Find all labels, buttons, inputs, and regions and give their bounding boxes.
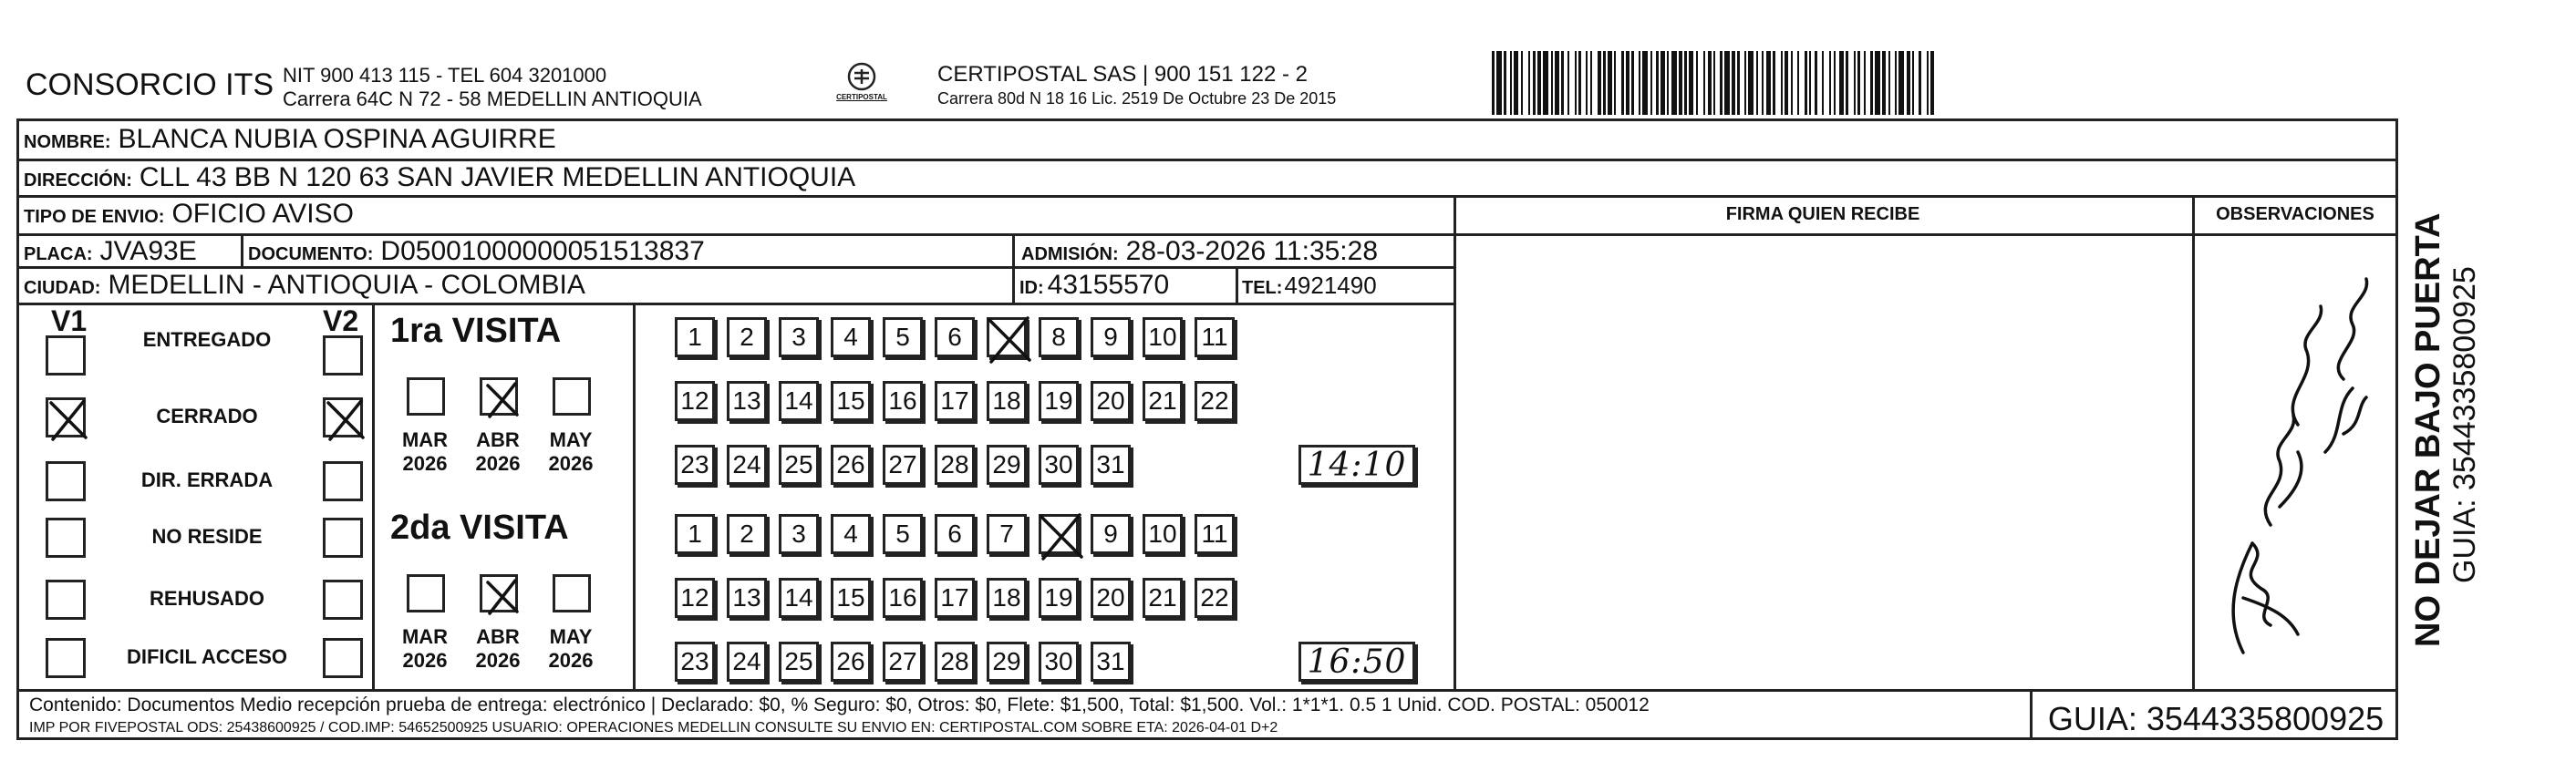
- day-checkbox[interactable]: 29: [987, 445, 1027, 485]
- day-checkbox[interactable]: 12: [675, 381, 715, 421]
- company-name: CONSORCIO ITS: [26, 67, 274, 102]
- day-checkbox[interactable]: 19: [1039, 578, 1079, 618]
- day-checkbox[interactable]: 16: [883, 381, 923, 421]
- tipo-envio-row: [24, 199, 354, 230]
- id-label: ID:: [1019, 278, 1044, 298]
- tel-value: 4921490: [1284, 272, 1377, 299]
- barcode-bar: [1934, 51, 1937, 115]
- day-checkbox[interactable]: 7: [987, 514, 1027, 554]
- documento-value: D05001000000051513837: [380, 236, 705, 266]
- col-divider: [1012, 233, 1015, 303]
- visit-time: 14:10: [1298, 445, 1415, 485]
- day-checkbox[interactable]: 15: [831, 381, 871, 421]
- v1-checkbox[interactable]: [46, 638, 86, 678]
- day-checkbox[interactable]: 22: [1195, 381, 1235, 421]
- col-divider: [372, 303, 375, 689]
- month-year: 2026: [402, 452, 448, 475]
- col-divider: [2192, 195, 2195, 689]
- month-checkbox[interactable]: [553, 377, 591, 416]
- ciudad-value: MEDELLIN - ANTIOQUIA - COLOMBIA: [108, 270, 585, 300]
- month-year: 2026: [475, 452, 521, 475]
- month-checkbox[interactable]: [553, 574, 591, 612]
- day-checkbox[interactable]: 26: [831, 642, 871, 682]
- documento-label: DOCUMENTO:: [248, 244, 374, 264]
- month-label: [534, 625, 607, 673]
- day-checkbox[interactable]: 12: [675, 578, 715, 618]
- day-checkbox[interactable]: 27: [883, 642, 923, 682]
- day-checkbox[interactable]: 18: [987, 578, 1027, 618]
- day-checkbox[interactable]: 19: [1039, 381, 1079, 421]
- certipostal-line: CERTIPOSTAL SAS | 900 151 122 - 2: [937, 62, 1308, 87]
- placa-value: JVA93E: [99, 236, 197, 266]
- day-checkbox[interactable]: 28: [935, 642, 975, 682]
- day-checkbox[interactable]: 5: [883, 514, 923, 554]
- day-checkbox[interactable]: 3: [779, 514, 819, 554]
- day-checkbox[interactable]: 25: [779, 642, 819, 682]
- day-checkbox[interactable]: 11: [1195, 317, 1235, 357]
- day-checkbox[interactable]: 30: [1039, 445, 1079, 485]
- day-checkbox[interactable]: 21: [1143, 381, 1183, 421]
- admision-value: 28-03-2026 11:35:28: [1125, 236, 1379, 266]
- v1-checkbox[interactable]: [46, 335, 86, 376]
- side-guia-number: GUIA: 3544335800925: [2447, 266, 2482, 583]
- day-checkbox[interactable]: 23: [675, 445, 715, 485]
- tipo-envio-label: TIPO DE ENVIO:: [24, 207, 165, 227]
- documento-cell: [248, 236, 705, 267]
- col-divider: [241, 233, 243, 266]
- direccion-value: CLL 43 BB N 120 63 SAN JAVIER MEDELLIN ANTIOQUIA: [139, 162, 856, 192]
- nombre-label: NOMBRE:: [24, 132, 111, 152]
- day-checkbox[interactable]: 6: [935, 514, 975, 554]
- admision-label: ADMISIÓN:: [1021, 244, 1119, 264]
- barcode: [1492, 51, 2495, 115]
- day-checkbox[interactable]: 14: [779, 381, 819, 421]
- observaciones-label: OBSERVACIONES: [2216, 204, 2374, 224]
- day-checkbox[interactable]: 4: [831, 317, 871, 357]
- day-checkbox[interactable]: 29: [987, 642, 1027, 682]
- visit-time: 16:50: [1298, 642, 1415, 682]
- day-checkbox[interactable]: 21: [1143, 578, 1183, 618]
- cross-mark-icon: [984, 314, 1035, 365]
- day-checkbox[interactable]: 13: [727, 381, 767, 421]
- handwritten-signature: [2207, 270, 2389, 671]
- day-checkbox[interactable]: 14: [779, 578, 819, 618]
- day-checkbox[interactable]: 31: [1091, 445, 1131, 485]
- day-checkbox[interactable]: 26: [831, 445, 871, 485]
- day-checkbox[interactable]: 4: [831, 514, 871, 554]
- status-option-label: ENTREGADO: [142, 328, 272, 351]
- v2-checkbox[interactable]: [323, 638, 363, 678]
- placa-cell: [24, 236, 197, 267]
- month-name: ABR: [476, 428, 520, 451]
- firma-label: FIRMA QUIEN RECIBE: [1725, 204, 1920, 224]
- day-checkbox[interactable]: 18: [987, 381, 1027, 421]
- no-dejar-bajo-puerta: NO DEJAR BAJO PUERTA: [2409, 212, 2447, 647]
- day-checkbox[interactable]: 24: [727, 642, 767, 682]
- month-checkbox[interactable]: [407, 574, 445, 612]
- month-name: ABR: [476, 625, 520, 648]
- v2-label: V2: [323, 304, 359, 337]
- direccion-label: DIRECCIÓN:: [24, 170, 132, 190]
- month-year: 2026: [402, 649, 448, 672]
- footer-guia: GUIA: 3544335800925: [2047, 700, 2385, 737]
- month-name: MAY: [549, 428, 593, 451]
- footer-divider: [16, 689, 2398, 692]
- day-checkbox[interactable]: 16: [883, 578, 923, 618]
- ciudad-cell: [24, 270, 585, 301]
- day-checkbox[interactable]: 11: [1195, 514, 1235, 554]
- day-checkbox[interactable]: 20: [1091, 381, 1131, 421]
- nit-line: NIT 900 413 115 - TEL 604 3201000: [283, 64, 607, 87]
- col-divider: [1236, 266, 1238, 303]
- day-checkbox[interactable]: 31: [1091, 642, 1131, 682]
- status-option-label: DIR. ERRADA: [140, 468, 274, 491]
- status-option-label: NO RESIDE: [151, 525, 263, 548]
- cross-mark-icon: [323, 397, 368, 443]
- certipostal-logo: [830, 60, 894, 108]
- id-cell: [1019, 270, 1169, 301]
- visit-title: 1ra VISITA: [390, 312, 562, 350]
- status-option-label: REHUSADO: [150, 587, 264, 610]
- day-checkbox[interactable]: 15: [831, 578, 871, 618]
- row-divider: [16, 159, 2398, 161]
- v2-checkbox[interactable]: [323, 518, 363, 558]
- v1-checkbox[interactable]: [46, 580, 86, 620]
- col-divider: [2030, 689, 2033, 740]
- day-checkbox[interactable]: 9: [1091, 317, 1131, 357]
- day-checkbox[interactable]: [1039, 514, 1079, 554]
- placa-label: PLACA:: [24, 244, 93, 264]
- v2-checkbox[interactable]: [323, 397, 363, 437]
- day-checkbox[interactable]: 3: [779, 317, 819, 357]
- status-option-label: CERRADO: [156, 405, 258, 427]
- day-checkbox[interactable]: 10: [1143, 514, 1183, 554]
- cross-mark-icon: [46, 397, 91, 443]
- v1-label: V1: [51, 304, 88, 337]
- day-checkbox[interactable]: 17: [935, 578, 975, 618]
- month-name: MAY: [549, 625, 593, 648]
- id-value: 43155570: [1047, 270, 1170, 300]
- nombre-row: [24, 124, 556, 155]
- tel-cell: [1242, 272, 1377, 300]
- nombre-value: BLANCA NUBIA OSPINA AGUIRRE: [118, 124, 556, 154]
- month-label: [388, 625, 461, 673]
- month-checkbox[interactable]: [480, 377, 518, 416]
- day-checkbox[interactable]: 10: [1143, 317, 1183, 357]
- day-checkbox[interactable]: 22: [1195, 578, 1235, 618]
- month-year: 2026: [548, 452, 594, 475]
- status-option-label: DIFICIL ACCESO: [126, 645, 287, 668]
- day-checkbox[interactable]: 20: [1091, 578, 1131, 618]
- month-name: MAR: [401, 625, 449, 648]
- license-line: Carrera 80d N 18 16 Lic. 2519 De Octubre 23 De 2015: [937, 89, 1337, 108]
- day-checkbox[interactable]: [987, 317, 1027, 357]
- day-checkbox[interactable]: 30: [1039, 642, 1079, 682]
- day-checkbox[interactable]: 8: [1039, 317, 1079, 357]
- v1-checkbox[interactable]: [46, 461, 86, 501]
- tipo-envio-value: OFICIO AVISO: [171, 199, 354, 229]
- v2-checkbox[interactable]: [323, 580, 363, 620]
- col-divider: [1454, 195, 1456, 689]
- cross-mark-icon: [482, 380, 522, 420]
- row-divider: [16, 195, 2398, 198]
- day-checkbox[interactable]: 2: [727, 514, 767, 554]
- month-year: 2026: [475, 649, 521, 672]
- signature-scribble: [2207, 270, 2389, 671]
- month-label: [534, 428, 607, 476]
- day-checkbox[interactable]: 13: [727, 578, 767, 618]
- day-checkbox[interactable]: 5: [883, 317, 923, 357]
- day-checkbox[interactable]: 6: [935, 317, 975, 357]
- day-checkbox[interactable]: 25: [779, 445, 819, 485]
- day-checkbox[interactable]: 1: [675, 514, 715, 554]
- col-divider: [633, 303, 636, 689]
- v1-checkbox[interactable]: [46, 518, 86, 558]
- footer-imp: IMP POR FIVEPOSTAL ODS: 25438600925 / COD.IMP: 54652500925 USUARIO: OPERACIONES MEDELLIN CONSULTE SU ENVIO EN: CERTIPOSTAL.COM SOBRE ETA: 2026-04-01 D+2: [29, 720, 1278, 736]
- footer-contenido: Contenido: Documentos Medio recepción prueba de entrega: electrónico | Declarado: $0, % Seguro: $0, Otros: $0, Flete: $1,500, Total: $1,500. Vol.: 1*1*1. 0.5 1 Unid. COD. POSTAL: 050012: [29, 695, 1650, 715]
- ciudad-label: CIUDAD:: [24, 278, 101, 298]
- v2-checkbox[interactable]: [323, 335, 363, 376]
- month-checkbox[interactable]: [480, 574, 518, 612]
- visit-title: 2da VISITA: [390, 509, 569, 547]
- tel-label: TEL:: [1242, 278, 1283, 298]
- month-checkbox[interactable]: [407, 377, 445, 416]
- month-name: MAR: [401, 428, 449, 451]
- logo-caption: CERTIPOSTAL: [836, 93, 887, 101]
- address-line: Carrera 64C N 72 - 58 MEDELLIN ANTIOQUIA: [283, 87, 702, 110]
- day-checkbox[interactable]: 23: [675, 642, 715, 682]
- month-label: [461, 625, 534, 673]
- day-checkbox[interactable]: 24: [727, 445, 767, 485]
- direccion-row: [24, 162, 855, 193]
- v1-checkbox[interactable]: [46, 397, 86, 437]
- v2-checkbox[interactable]: [323, 461, 363, 501]
- month-label: [461, 428, 534, 476]
- day-checkbox[interactable]: 2: [727, 317, 767, 357]
- day-checkbox[interactable]: 17: [935, 381, 975, 421]
- month-label: [388, 428, 461, 476]
- day-checkbox[interactable]: 1: [675, 317, 715, 357]
- cross-mark-icon: [1036, 511, 1087, 562]
- cross-mark-icon: [482, 577, 522, 617]
- row-divider: [16, 303, 1454, 305]
- day-checkbox[interactable]: 27: [883, 445, 923, 485]
- month-year: 2026: [548, 649, 594, 672]
- day-checkbox[interactable]: 9: [1091, 514, 1131, 554]
- day-checkbox[interactable]: 28: [935, 445, 975, 485]
- admision-cell: [1021, 236, 1378, 267]
